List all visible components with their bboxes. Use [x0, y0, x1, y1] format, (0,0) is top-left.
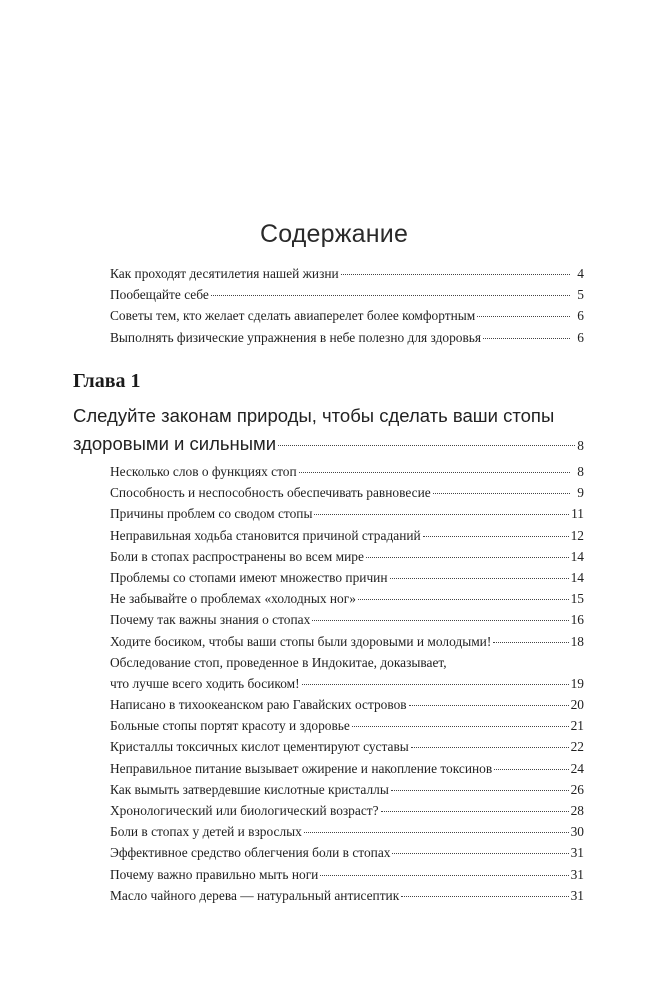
toc-page-number: 5 — [577, 287, 584, 303]
toc-entry[interactable] — [110, 482, 584, 503]
dot-leader — [366, 557, 569, 558]
toc-page-number: 4 — [577, 266, 584, 281]
dot-leader — [493, 642, 568, 643]
toc-entry[interactable] — [110, 842, 584, 863]
toc-page-number: 6 — [577, 329, 584, 345]
toc-page-number: 15 — [570, 591, 584, 607]
dot-leader — [341, 274, 570, 275]
dot-leader — [358, 599, 569, 600]
dot-leader — [494, 769, 568, 770]
toc-entry[interactable] — [110, 885, 584, 906]
chapter-title-line1: Следуйте законам природы, чтобы сделать ваши стопы — [73, 405, 555, 426]
toc-entry[interactable] — [110, 284, 584, 305]
chapter-page-number: 8 — [577, 438, 584, 453]
toc-entry-title: Не забывайте о проблемах «холодных ног» — [110, 591, 356, 607]
toc-entry-title: Написано в тихоокеанском раю Гавайских островов — [110, 697, 407, 713]
toc-entry[interactable] — [110, 715, 584, 736]
toc-entry[interactable] — [110, 546, 584, 567]
dot-leader — [411, 747, 569, 748]
dot-leader — [381, 811, 569, 812]
dot-leader — [392, 853, 568, 854]
toc-entry-title: Проблемы со стопами имеют множество причин — [110, 569, 388, 585]
toc-page-number: 9 — [577, 485, 584, 501]
dot-leader — [302, 684, 569, 685]
toc-entry-title: Выполнять физические упражнения в небе полезно для здоровья — [110, 329, 482, 345]
toc-entry[interactable] — [110, 609, 584, 630]
toc-page-number: 24 — [570, 760, 584, 776]
toc-page-number: 16 — [570, 612, 584, 628]
toc-entry-title: Ходите босиком, чтобы ваши стопы были здоровыми и молодыми! — [110, 633, 492, 649]
toc-page-number: 8 — [577, 464, 584, 479]
toc-entry-title: Как проходят десятилетия нашей жизни — [110, 266, 339, 281]
toc-entry[interactable] — [110, 567, 584, 588]
toc-page-number: 19 — [570, 675, 584, 691]
toc-entry[interactable] — [110, 503, 584, 524]
toc-entry[interactable] — [110, 864, 584, 885]
dot-leader — [409, 705, 569, 706]
dot-leader — [278, 445, 575, 446]
toc-page-number: 31 — [570, 887, 584, 903]
toc-page-number: 18 — [570, 633, 584, 649]
toc-entry-title: Неправильное питание вызывает ожирение и накопление токсинов — [110, 760, 493, 776]
dot-leader — [401, 896, 568, 897]
toc-page-number: 6 — [577, 308, 584, 324]
dot-leader — [304, 832, 569, 833]
toc-entry-title: Больные стопы портят красоту и здоровье — [110, 718, 350, 734]
toc-entry[interactable] — [110, 588, 584, 609]
toc-page-number: 31 — [570, 866, 584, 882]
toc-entry-title: Боли в стопах у детей и взрослых — [110, 824, 302, 840]
chapter-toc — [110, 461, 584, 906]
toc-entry-title: Эффективное средство облегчения боли в стопах — [110, 845, 391, 861]
toc-entry-title: Боли в стопах распространены во всем мире — [110, 548, 364, 564]
dot-leader — [477, 316, 570, 317]
toc-page-number: 30 — [570, 824, 584, 840]
toc-entry[interactable] — [110, 736, 584, 757]
chapter-label: Глава 1 — [73, 370, 141, 392]
toc-entry[interactable] — [110, 263, 584, 284]
toc-entry[interactable] — [110, 525, 584, 546]
toc-entry-title: Кристаллы токсичных кислот цементируют суставы — [110, 739, 409, 755]
toc-entry[interactable] — [110, 779, 584, 800]
toc-entry-line — [110, 652, 584, 673]
toc-entry-title: Хронологический или биологический возраст? — [110, 803, 379, 818]
toc-page-number: 12 — [570, 527, 584, 543]
dot-leader — [211, 295, 570, 296]
dot-leader — [390, 578, 569, 579]
toc-page-number: 11 — [571, 506, 584, 522]
toc-entry-title: Способность и неспособность обеспечивать равновесие — [110, 485, 431, 501]
toc-page-number: 26 — [570, 781, 584, 797]
toc-entry-title: Масло чайного дерева — натуральный антисептик — [110, 887, 400, 903]
toc-page-number: 14 — [570, 548, 584, 564]
toc-entry[interactable] — [110, 821, 584, 842]
toc-entry[interactable] — [110, 461, 584, 482]
toc-entry-title: Несколько слов о функциях стоп — [110, 464, 297, 479]
toc-page-number: 14 — [570, 569, 584, 585]
intro-toc — [110, 263, 584, 348]
dot-leader — [352, 726, 569, 727]
toc-entry[interactable] — [110, 305, 584, 326]
toc-entry-title: Почему важно правильно мыть ноги — [110, 866, 319, 882]
toc-entry-title: Почему так важны знания о стопах — [110, 612, 311, 628]
toc-entry[interactable] — [110, 631, 584, 652]
dot-leader — [320, 875, 568, 876]
toc-entry-title: Пообещайте себе — [110, 287, 209, 303]
toc-entry-title: Как вымыть затвердевшие кислотные кристаллы — [110, 781, 389, 797]
chapter-title-line2: здоровыми и сильными — [73, 433, 277, 454]
dot-leader — [314, 514, 569, 515]
toc-entry[interactable] — [110, 673, 584, 694]
toc-entry[interactable] — [110, 694, 584, 715]
toc-entry-title: Обследование стоп, проведенное в Индокитае, доказывает, — [110, 654, 447, 670]
dot-leader — [391, 790, 569, 791]
dot-leader — [423, 536, 569, 537]
dot-leader — [433, 493, 570, 494]
dot-leader — [312, 620, 568, 621]
chapter-title-line2-row — [73, 430, 584, 458]
page-title: Содержание — [259, 220, 409, 248]
toc-entry[interactable] — [110, 758, 584, 779]
toc-page-number: 20 — [570, 697, 584, 713]
toc-page-number: 31 — [570, 845, 584, 861]
dot-leader — [483, 338, 570, 339]
toc-entry[interactable] — [110, 327, 584, 348]
toc-entry-title: Причины проблем со сводом стопы — [110, 506, 313, 522]
toc-entry-title: Советы тем, кто желает сделать авиаперелет более комфортным — [110, 308, 476, 324]
toc-entry-title: что лучше всего ходить босиком! — [110, 675, 300, 691]
toc-entry[interactable] — [110, 800, 584, 821]
toc-entry-title: Неправильная ходьба становится причиной страданий — [110, 527, 421, 543]
toc-page-number: 28 — [570, 803, 584, 818]
dot-leader — [299, 472, 570, 473]
toc-page-number: 22 — [570, 739, 584, 755]
chapter-title — [73, 402, 584, 458]
toc-page-number: 21 — [570, 718, 584, 734]
